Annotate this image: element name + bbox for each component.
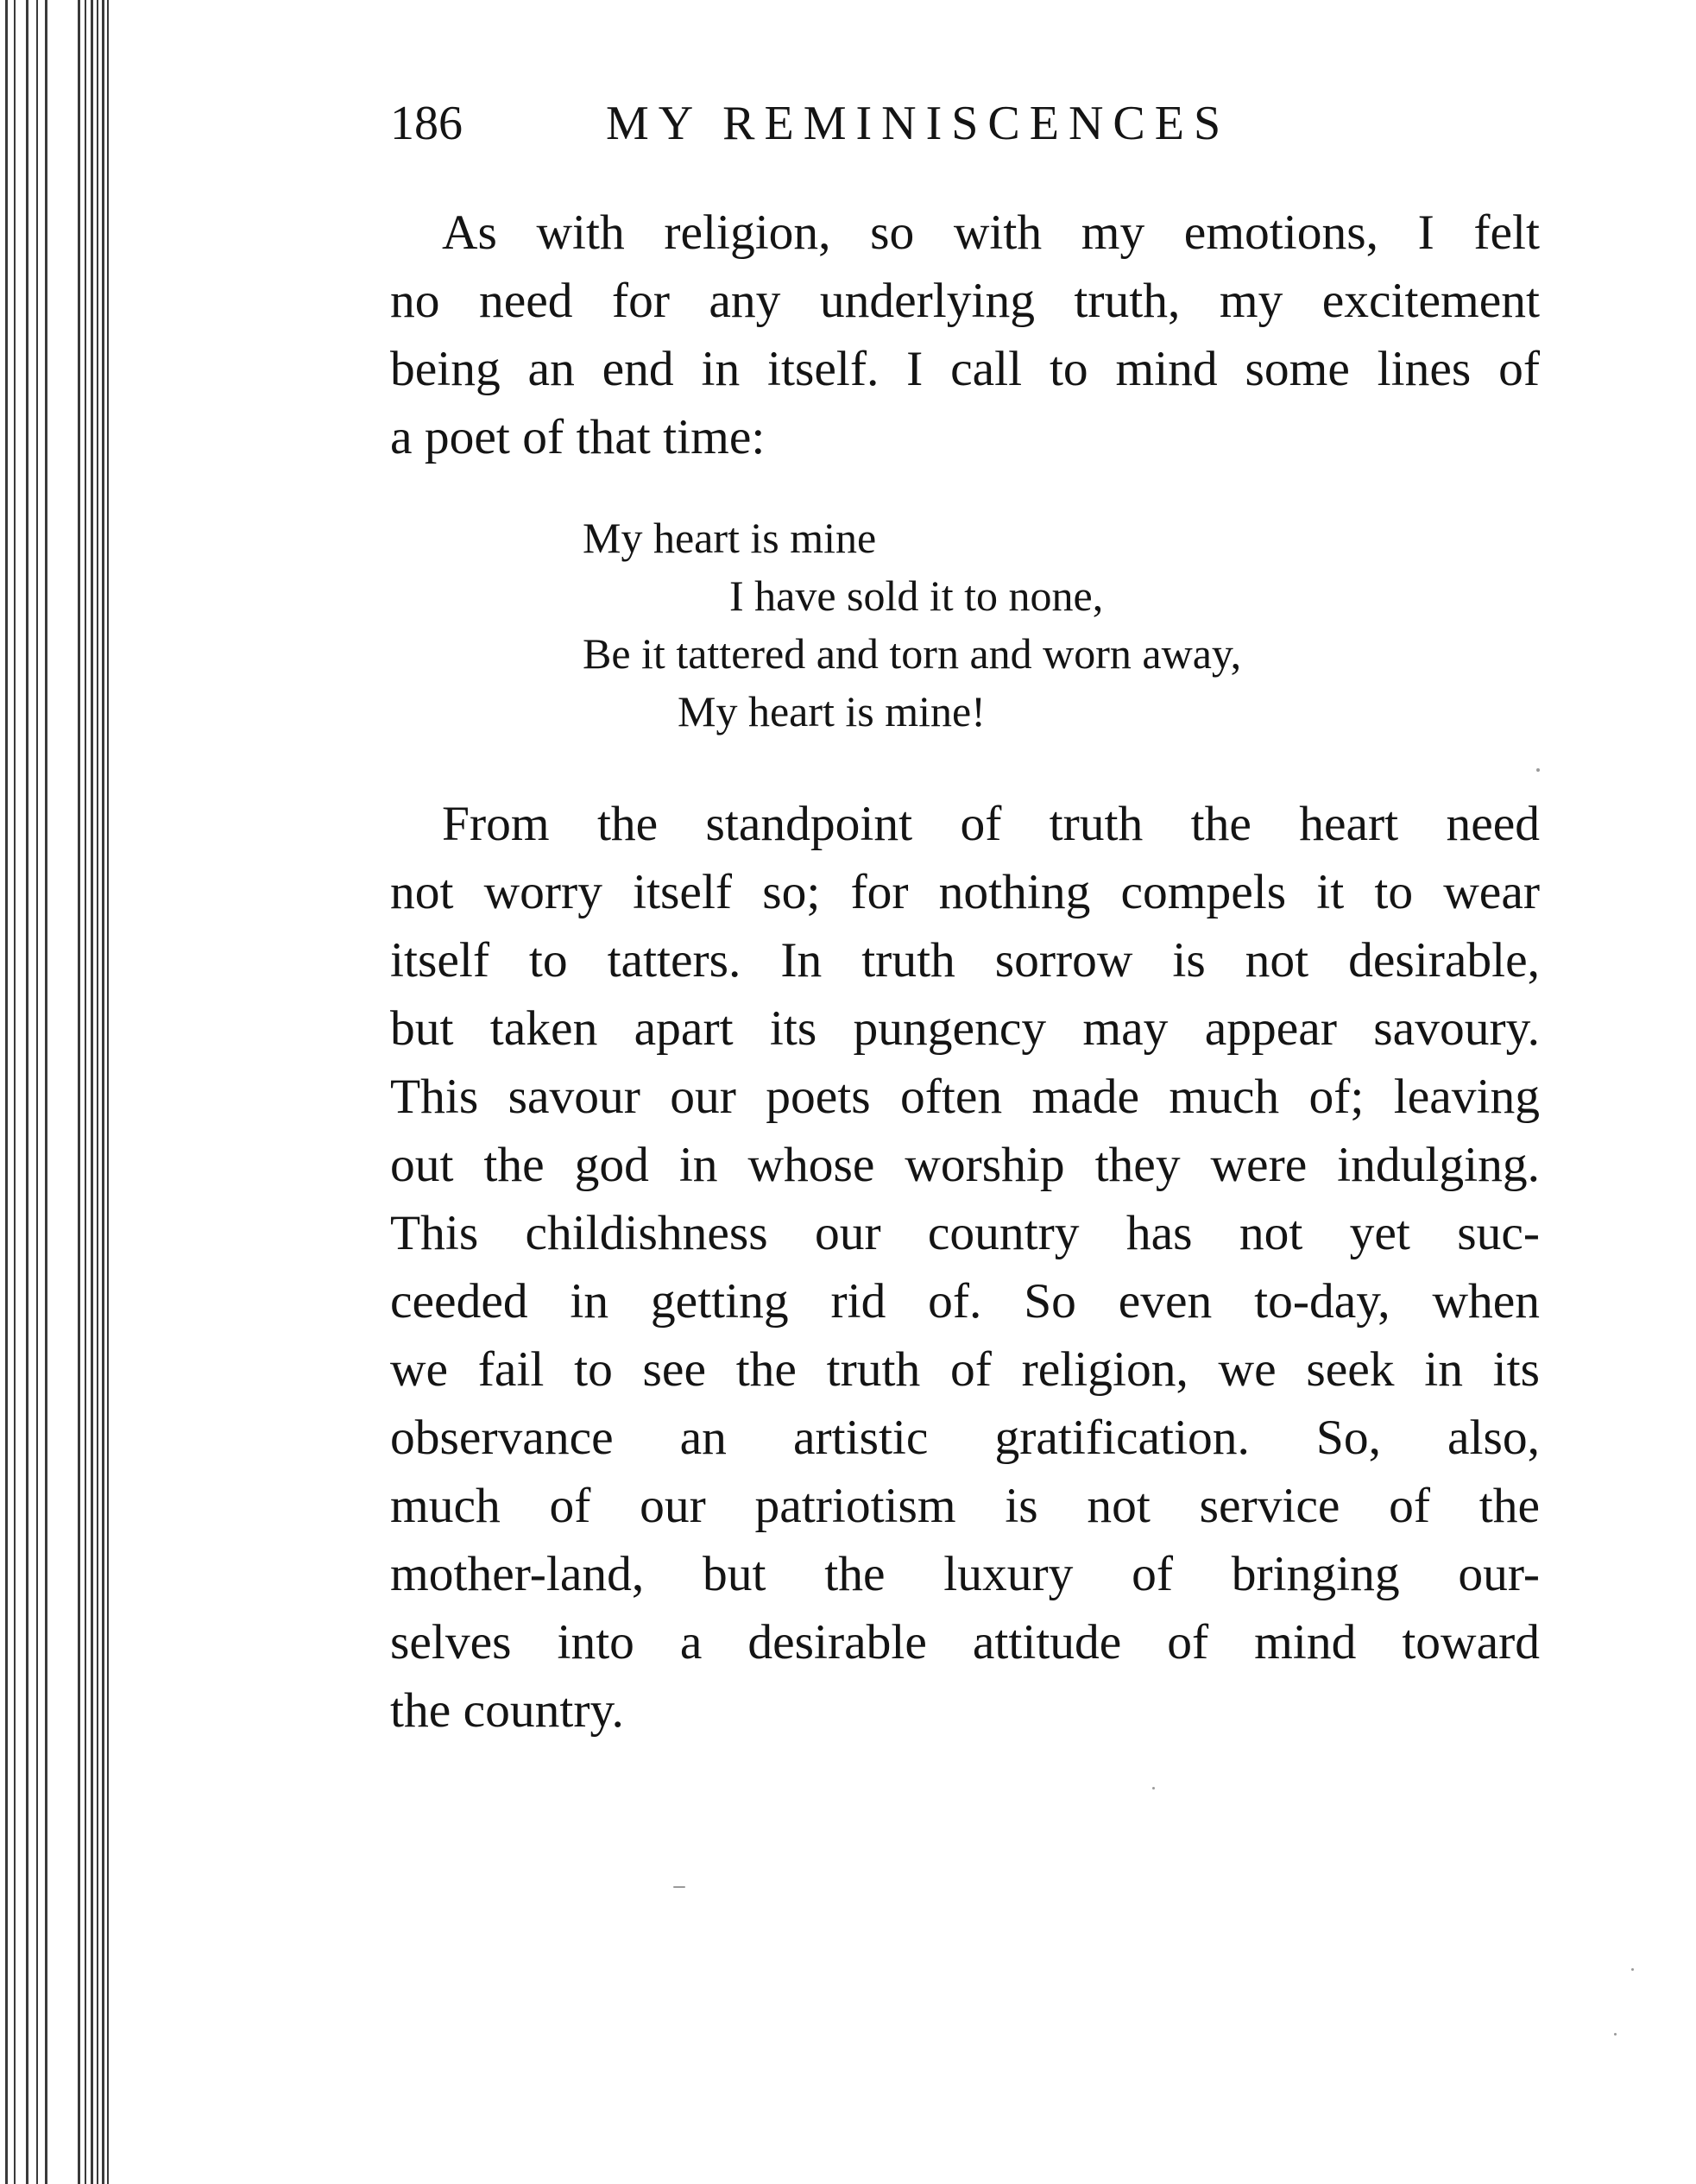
text-line: selves into a desirable attitude of mind toward — [390, 1615, 1540, 1670]
page-header — [390, 93, 1340, 154]
gutter-rule — [97, 0, 98, 2184]
text-line: ceeded in getting rid of. So even to-day, when — [390, 1274, 1540, 1329]
verse-line: Be it tattered and torn and worn away, — [583, 629, 1242, 678]
text-line: the country. — [390, 1683, 624, 1738]
paper-speck — [673, 1886, 685, 1888]
text-line: but taken apart its pungency may appear savoury. — [390, 1001, 1540, 1056]
text-line: we fail to see the truth of religion, we seek in its — [390, 1342, 1540, 1397]
gutter-rule — [26, 0, 28, 2184]
gutter-rule — [85, 0, 86, 2184]
gutter-rule — [78, 0, 80, 2184]
text-line: This childishness our country has not yet suc- — [390, 1206, 1540, 1260]
text-line: a poet of that time: — [390, 410, 766, 464]
gutter-rule — [5, 0, 8, 2184]
text-line: out the god in whose worship they were indulging. — [390, 1138, 1540, 1192]
text-line: itself to tatters. In truth sorrow is not desirable, — [390, 933, 1540, 988]
gutter-rule — [45, 0, 47, 2184]
verse-line: My heart is mine! — [678, 687, 986, 735]
gutter-rule — [102, 0, 104, 2184]
verse-line: My heart is mine — [583, 514, 877, 562]
text-line: mother-land, but the luxury of bringing our- — [390, 1547, 1540, 1601]
text-line: observance an artistic gratification. So, also, — [390, 1411, 1540, 1465]
paper-speck — [1152, 1787, 1155, 1789]
paper-speck — [1614, 2033, 1617, 2036]
text-line: This savour our poets often made much of; leaving — [390, 1070, 1540, 1124]
text-line: not worry itself so; for nothing compels it to wear — [390, 865, 1540, 919]
verse-quote — [583, 509, 1241, 741]
running-title: MY REMINISCENCES — [606, 97, 1231, 150]
text-line: From the standpoint of truth the heart need — [442, 797, 1540, 851]
verse-line: I have sold it to none, — [729, 571, 1104, 620]
page-number: 186 — [390, 97, 463, 150]
text-line: being an end in itself. I call to mind some lines of — [390, 342, 1540, 396]
paragraph-2 — [390, 790, 1540, 1745]
gutter-rule — [14, 0, 16, 2184]
gutter-rule — [107, 0, 109, 2184]
binding-gutter — [0, 0, 121, 2184]
text-line: no need for any underlying truth, my excitement — [390, 274, 1540, 328]
gutter-rule — [91, 0, 93, 2184]
text-line: much of our patriotism is not service of the — [390, 1479, 1540, 1533]
text-line: As with religion, so with my emotions, I felt — [442, 205, 1540, 260]
paper-speck — [1631, 1968, 1634, 1971]
paragraph-1 — [390, 199, 1540, 471]
gutter-rule — [36, 0, 38, 2184]
paper-speck — [1536, 768, 1540, 772]
